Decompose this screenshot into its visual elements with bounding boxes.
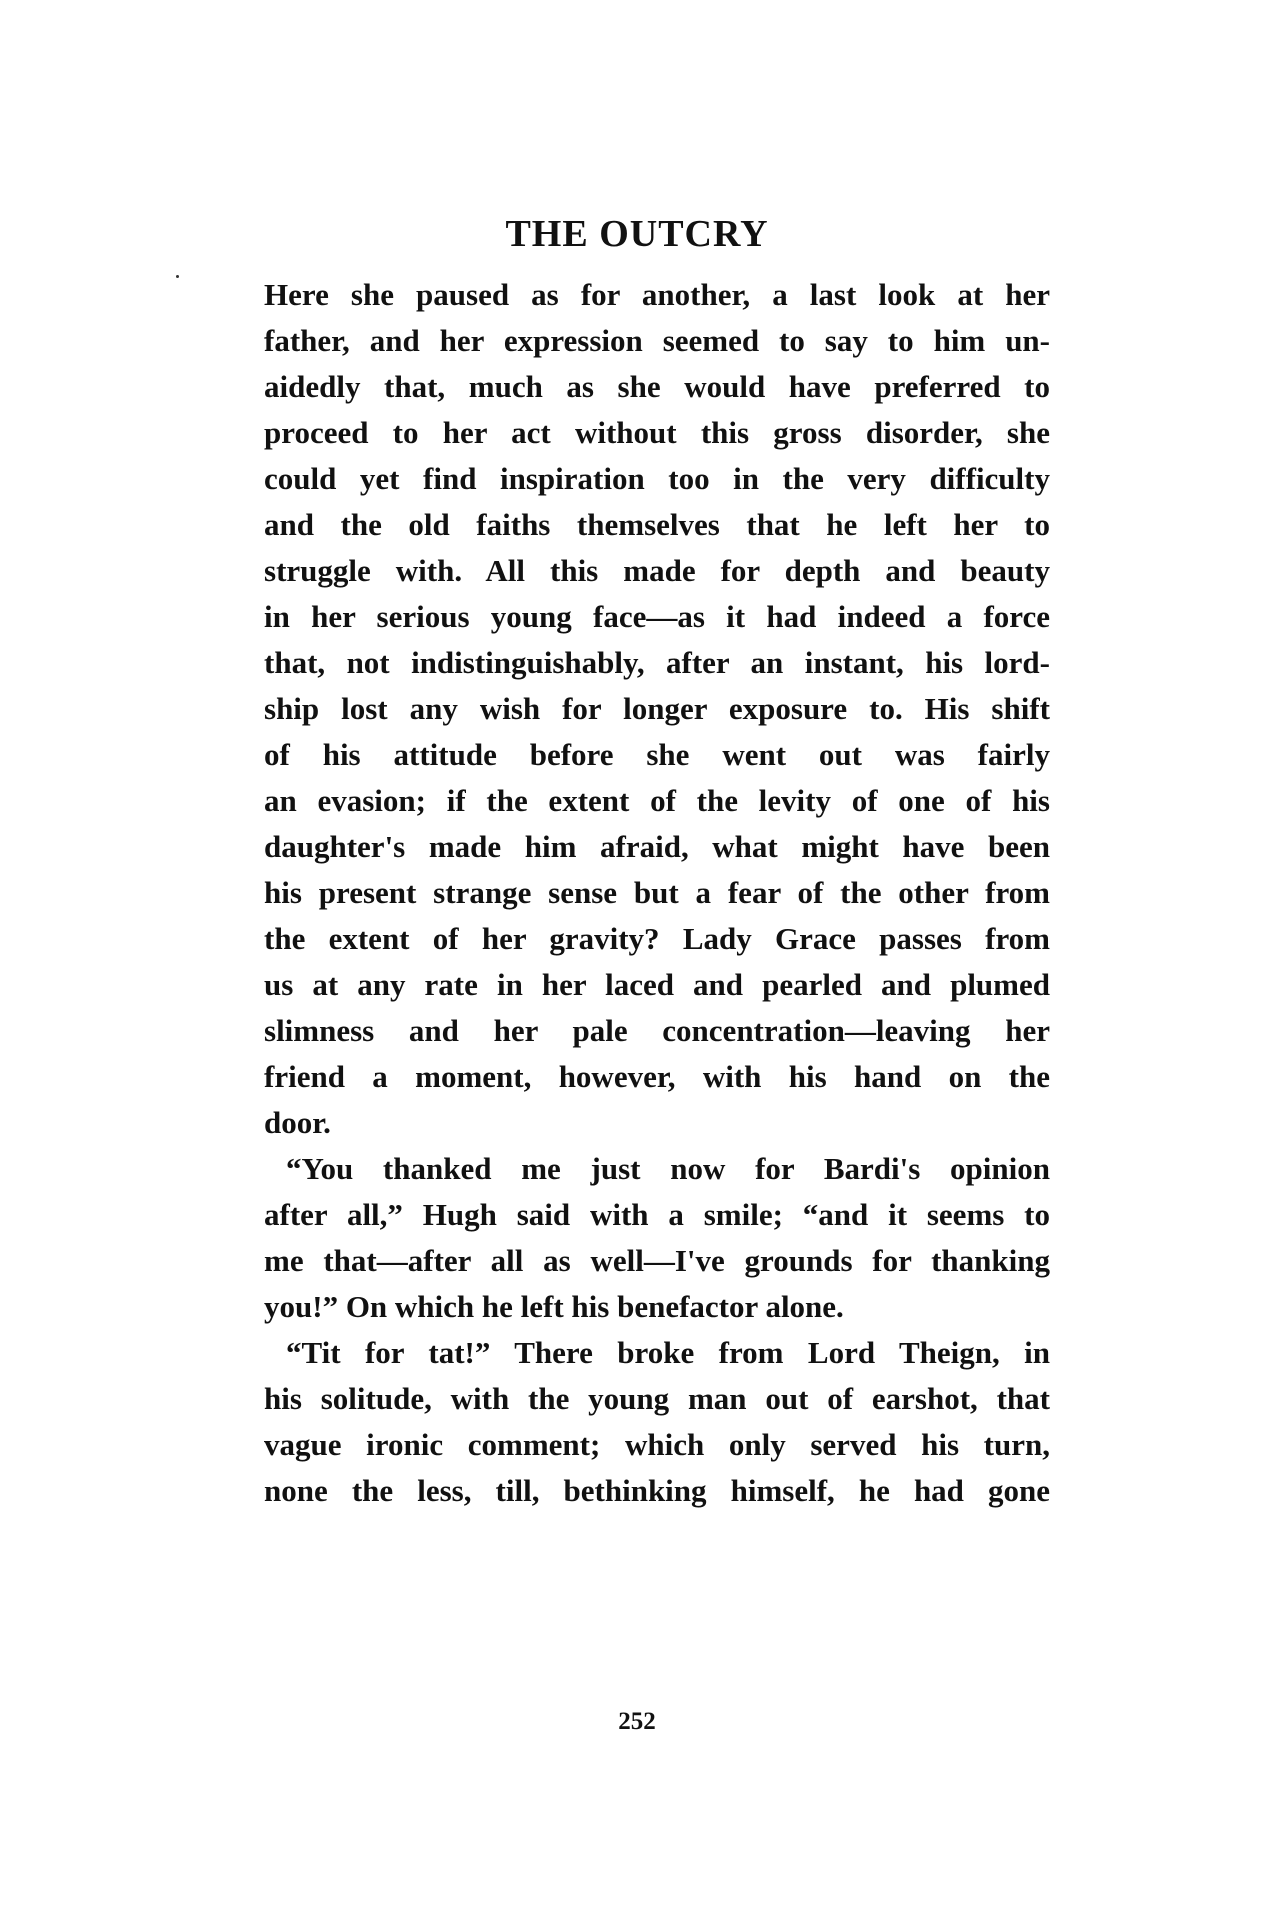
text-line: father, and her expression seemed to say to him un- (264, 323, 1050, 358)
text-line: none the less, till, bethinking himself, he had gone (264, 1473, 1050, 1508)
text-line: struggle with. All this made for depth and beauty (264, 553, 1050, 588)
text-line: of his attitude before she went out was fairly (264, 737, 1050, 772)
text-line: daughter's made him afraid, what might have been (264, 829, 1050, 864)
text-line: friend a moment, however, with his hand on the (264, 1059, 1050, 1094)
text-line: me that—after all as well—I've grounds for thanking (264, 1243, 1050, 1278)
text-line: and the old faiths themselves that he left her to (264, 507, 1050, 542)
text-line: could yet find inspiration too in the very difficulty (264, 461, 1050, 496)
text-line: his solitude, with the young man out of earshot, that (264, 1381, 1050, 1416)
text-line: Here she paused as for another, a last look at her (264, 277, 1050, 312)
text-line: “Tit for tat!” There broke from Lord Theign, in (286, 1335, 1050, 1370)
text-line: in her serious young face—as it had indeed a force (264, 599, 1050, 634)
text-line: “You thanked me just now for Bardi's opinion (286, 1151, 1050, 1186)
text-line: aidedly that, much as she would have preferred to (264, 369, 1050, 404)
text-line: vague ironic comment; which only served his turn, (264, 1427, 1050, 1462)
running-head: THE OUTCRY (505, 213, 769, 255)
text-line: ship lost any wish for longer exposure to. His shift (264, 691, 1050, 726)
text-line: his present strange sense but a fear of the other from (264, 875, 1050, 910)
page-number: 252 (618, 1708, 656, 1735)
text-line: the extent of her gravity? Lady Grace passes from (264, 921, 1050, 956)
text-line: an evasion; if the extent of the levity of one of his (264, 783, 1050, 818)
text-line: after all,” Hugh said with a smile; “and it seems to (264, 1197, 1050, 1232)
body-text (264, 272, 1050, 1514)
text-line: slimness and her pale concentration—leaving her (264, 1013, 1050, 1048)
text-line: you!” On which he left his benefactor alone. (264, 1289, 844, 1324)
text-line: us at any rate in her laced and pearled and plumed (264, 967, 1050, 1002)
text-line: proceed to her act without this gross disorder, she (264, 415, 1050, 450)
margin-mark (176, 275, 179, 278)
text-line: that, not indistinguishably, after an instant, his lord- (264, 645, 1050, 680)
text-line: door. (264, 1105, 331, 1140)
